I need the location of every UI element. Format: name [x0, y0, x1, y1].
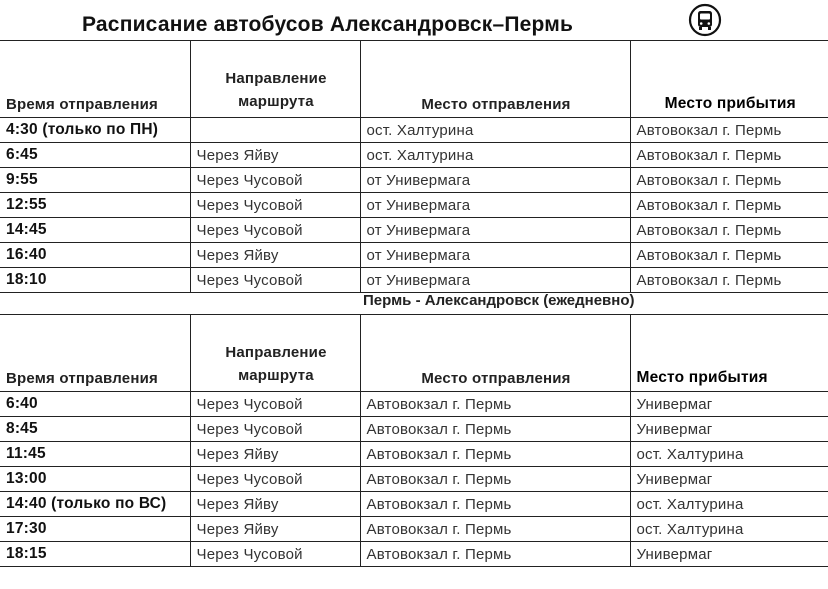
table-row: [0, 193, 828, 218]
table-header-row: [0, 315, 828, 392]
cell-time: 4:30 (только по ПН): [0, 118, 190, 143]
cell-departure: от Универмага: [360, 193, 630, 218]
cell-arrival: Универмаг: [630, 392, 828, 417]
title-row: [0, 0, 828, 40]
schedule-table-to-aleksandrovsk: [0, 314, 828, 567]
cell-direction: Через Чусовой: [190, 542, 360, 567]
cell-time: 14:45: [0, 218, 190, 243]
cell-arrival: Автовокзал г. Пермь: [630, 193, 828, 218]
table-header-row: [0, 41, 828, 118]
cell-time: 17:30: [0, 517, 190, 542]
cell-time: 8:45: [0, 417, 190, 442]
cell-departure: Автовокзал г. Пермь: [360, 392, 630, 417]
cell-direction: Через Яйву: [190, 243, 360, 268]
cell-arrival: Автовокзал г. Пермь: [630, 168, 828, 193]
header-arrival: Место прибытия: [630, 315, 828, 392]
cell-time: 18:10: [0, 268, 190, 293]
cell-departure: Автовокзал г. Пермь: [360, 417, 630, 442]
cell-direction: Через Яйву: [190, 517, 360, 542]
table-row: [0, 143, 828, 168]
cell-direction: [190, 118, 360, 143]
table-row: [0, 542, 828, 567]
cell-departure: ост. Халтурина: [360, 143, 630, 168]
cell-departure: от Универмага: [360, 168, 630, 193]
table-row: [0, 168, 828, 193]
cell-arrival: Автовокзал г. Пермь: [630, 268, 828, 293]
table-row: [0, 392, 828, 417]
header-time: Время отправления: [0, 41, 190, 118]
cell-departure: Автовокзал г. Пермь: [360, 467, 630, 492]
header-departure: Место отправления: [360, 41, 630, 118]
cell-time: 14:40 (только по ВС): [0, 492, 190, 517]
cell-departure: от Универмага: [360, 218, 630, 243]
cell-direction: Через Яйву: [190, 143, 360, 168]
table-row: [0, 243, 828, 268]
cell-arrival: Универмаг: [630, 467, 828, 492]
table-row: [0, 467, 828, 492]
cell-time: 6:40: [0, 392, 190, 417]
cell-arrival: Автовокзал г. Пермь: [630, 118, 828, 143]
cell-arrival: Универмаг: [630, 542, 828, 567]
cell-departure: от Универмага: [360, 268, 630, 293]
header-direction: Направление маршрута: [190, 315, 360, 392]
cell-arrival: Автовокзал г. Пермь: [630, 143, 828, 168]
section-title: Пермь - Александровск (ежедневно): [363, 292, 635, 309]
cell-departure: Автовокзал г. Пермь: [360, 492, 630, 517]
page-title: Расписание автобусов Александровск–Пермь: [82, 13, 574, 36]
cell-arrival: Автовокзал г. Пермь: [630, 243, 828, 268]
table-row: [0, 118, 828, 143]
cell-time: 9:55: [0, 168, 190, 193]
cell-direction: Через Чусовой: [190, 193, 360, 218]
table-row: [0, 417, 828, 442]
header-arrival: Место прибытия: [630, 41, 828, 118]
header-direction: Направление маршрута: [190, 41, 360, 118]
cell-time: 18:15: [0, 542, 190, 567]
cell-time: 13:00: [0, 467, 190, 492]
cell-direction: Через Чусовой: [190, 268, 360, 293]
cell-departure: Автовокзал г. Пермь: [360, 517, 630, 542]
cell-direction: Через Чусовой: [190, 417, 360, 442]
table-row: [0, 492, 828, 517]
cell-arrival: ост. Халтурина: [630, 442, 828, 467]
cell-departure: ост. Халтурина: [360, 118, 630, 143]
cell-time: 12:55: [0, 193, 190, 218]
cell-direction: Через Чусовой: [190, 392, 360, 417]
table-row: [0, 218, 828, 243]
cell-direction: Через Яйву: [190, 492, 360, 517]
cell-direction: Через Чусовой: [190, 467, 360, 492]
header-time: Время отправления: [0, 315, 190, 392]
section-separator: [0, 288, 828, 314]
table-row: [0, 442, 828, 467]
cell-time: 6:45: [0, 143, 190, 168]
cell-arrival: Универмаг: [630, 417, 828, 442]
cell-arrival: Автовокзал г. Пермь: [630, 218, 828, 243]
cell-arrival: ост. Халтурина: [630, 492, 828, 517]
cell-time: 16:40: [0, 243, 190, 268]
bus-icon: [688, 3, 722, 37]
header-departure: Место отправления: [360, 315, 630, 392]
table-body: [0, 118, 828, 293]
cell-arrival: ост. Халтурина: [630, 517, 828, 542]
cell-direction: Через Чусовой: [190, 168, 360, 193]
table-body: [0, 392, 828, 567]
table-row: [0, 517, 828, 542]
cell-time: 11:45: [0, 442, 190, 467]
cell-direction: Через Чусовой: [190, 218, 360, 243]
schedule-table-to-perm: [0, 40, 828, 293]
cell-departure: от Универмага: [360, 243, 630, 268]
cell-departure: Автовокзал г. Пермь: [360, 442, 630, 467]
cell-direction: Через Яйву: [190, 442, 360, 467]
cell-departure: Автовокзал г. Пермь: [360, 542, 630, 567]
